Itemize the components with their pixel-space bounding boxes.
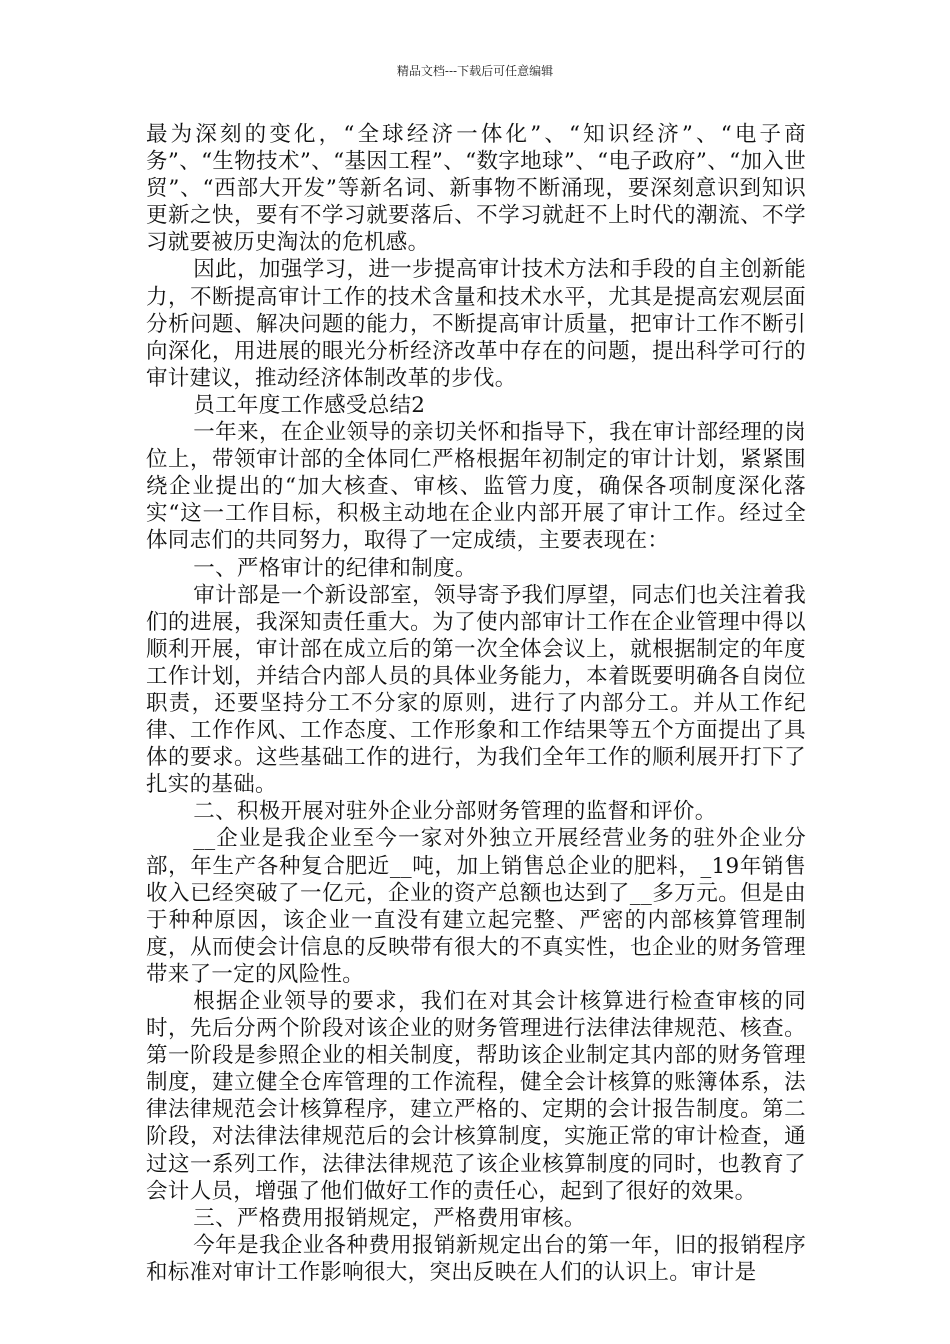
paragraph: 因此，加强学习，进一步提高审计技术方法和手段的自主创新能力，不断提高审计工作的技术含量和技术水平，尤其是提高宏观层面分析问题、解决问题的能力，不断提高审计质量，把审计工作不断引向深化，用进展的眼光分析经济改革中存在的问题，提出科学可行的审计建议，推动经济体制改革的步伐。 [146,257,806,391]
paragraph: __企业是我企业至今一家对外独立开展经营业务的驻外企业分部，年生产各种复合肥近__吨，加上销售总企业的肥料，_19年销售收入已经突破了一亿元，企业的资产总额也达到了__多万元。但是由于种种原因，该企业一直没有建立起完整、严密的内部核算管理制度，从而使会计信息的反映带有很大的不真实性，也企业的财务管理带来了一定的风险性。 [146,826,806,987]
section-heading: 三、严格费用报销规定，严格费用审核。 [193,1205,586,1231]
paragraph: 最为深刻的变化，“全球经济一体化”、“知识经济”、“电子商务”、“生物技术”、“基因工程”、“数字地球”、“电子政府”、“加入世贸”、“西部大开发”等新名词、新事物不断涌现，要深刻意识到知识更新之快，要有不学习就要落后、不学习就赶不上时代的潮流、不学习就要被历史淘汰的危机感。 [146,122,806,256]
page-header: 精品文档---下载后可任意编辑 [396,64,554,78]
section-title: 员工年度工作感受总结2 [193,392,426,418]
section-heading: 一、严格审计的纪律和制度。 [193,555,477,581]
paragraph: 一年来，在企业领导的亲切关怀和指导下，我在审计部经理的岗位上，带领审计部的全体同仁严格根据年初制定的审计计划，紧紧围绕企业提出的“加大核查、审核、监管力度，确保各项制度深化落实“这一工作目标，积极主动地在企业内部开展了审计工作。经过全体同志们的共同努力，取得了一定成绩，主要表现在： [146,420,806,554]
paragraph: 今年是我企业各种费用报销新规定出台的第一年，旧的报销程序和标准对审计工作影响很大，突出反映在人们的认识上。审计是 [146,1232,806,1285]
paragraph: 审计部是一个新设部室，领导寄予我们厚望，同志们也关注着我们的进展，我深知责任重大。为了使内部审计工作在企业管理中得以顺利开展，审计部在成立后的第一次全体会议上，就根据制定的年度工作计划，并结合内部人员的具体业务能力，本着既要明确各自岗位职责，还要坚持分工不分家的原则，进行了内部分工。并从工作纪律、工作作风、工作态度、工作形象和工作结果等五个方面提出了具体的要求。这些基础工作的进行，为我们全年工作的顺利展开打下了扎实的基础。 [146,582,806,798]
section-heading: 二、积极开展对驻外企业分部财务管理的监督和评价。 [193,799,717,825]
document-body [146,121,806,1286]
paragraph: 根据企业领导的要求，我们在对其会计核算进行检查审核的同时，先后分两个阶段对该企业的财务管理进行法律法律规范、核查。第一阶段是参照企业的相关制度，帮助该企业制定其内部的财务管理制度，建立健全仓库管理的工作流程，健全会计核算的账簿体系，法律法律规范会计核算程序，建立严格的、定期的会计报告制度。第二阶段，对法律法律规范后的会计核算制度，实施正常的审计检查，通过这一系列工作，法律法律规范了该企业核算制度的同时，也教育了会计人员，增强了他们做好工作的责任心，起到了很好的效果。 [146,989,806,1204]
